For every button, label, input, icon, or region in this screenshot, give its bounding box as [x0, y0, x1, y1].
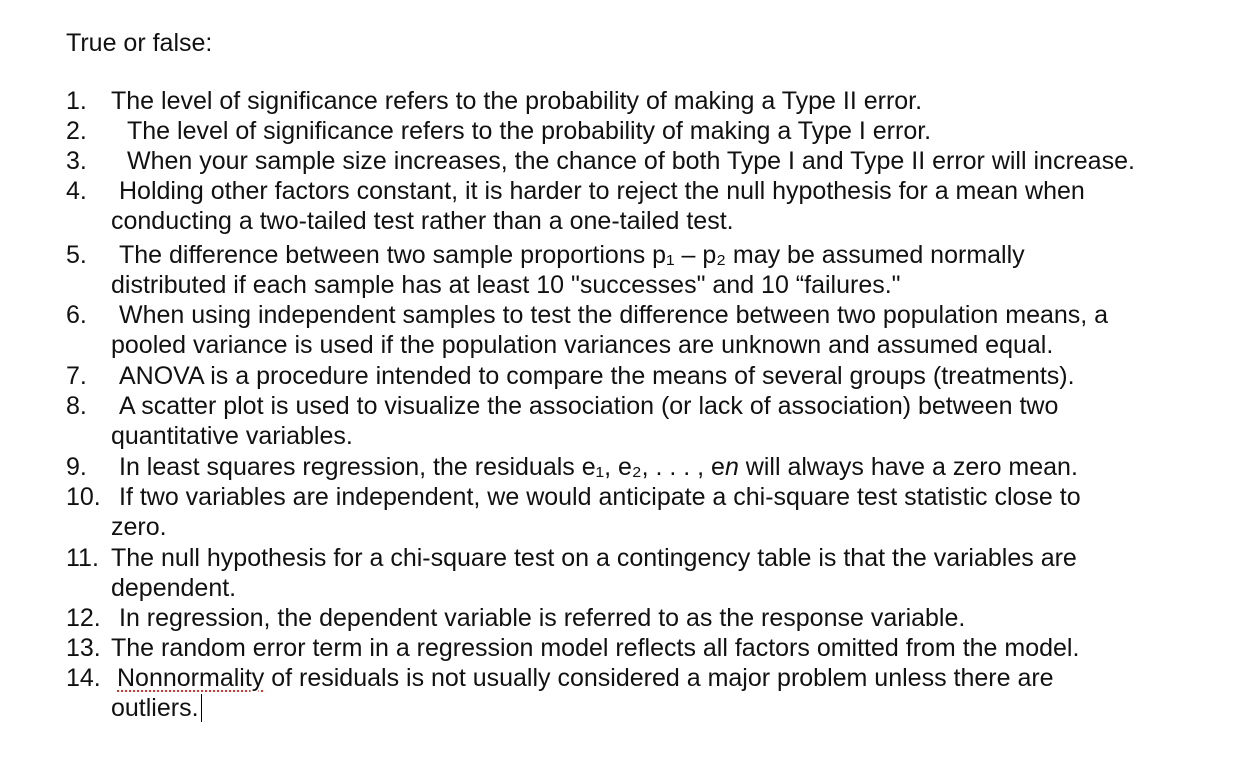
item-line: dependent. — [111, 574, 237, 602]
item-text — [111, 603, 1245, 633]
item-line[interactable] — [111, 693, 1245, 723]
item-number: 11. — [66, 544, 99, 572]
item-line-text: will always have a zero mean. — [738, 453, 1078, 481]
item-line: distributed if each sample has at least 10 "successes" and 10 “failures." — [111, 271, 901, 299]
item-line: When your sample size increases, the chance of both Type I and Type II error will increase. — [127, 147, 1135, 175]
item-line: In regression, the dependent variable is referred to as the response variable. — [119, 604, 966, 632]
item-number: 3. — [66, 147, 87, 175]
item-number: 4. — [66, 177, 87, 205]
item-text — [111, 391, 1245, 451]
subscript-n: n — [724, 453, 739, 481]
item-text — [111, 452, 1245, 482]
item-line: Holding other factors constant, it is harder to reject the null hypothesis for a mean when — [119, 177, 1085, 205]
item-text — [111, 300, 1245, 360]
item-number: 6. — [66, 301, 87, 329]
item-text — [111, 663, 1245, 723]
item-number: 8. — [66, 392, 87, 420]
item-line: A scatter plot is used to visualize the association (or lack of association) between two — [119, 392, 1059, 420]
item-text — [111, 240, 1245, 300]
item-line: pooled variance is used if the population variances are unknown and assumed equal. — [111, 331, 1054, 359]
item-number: 2. — [66, 117, 87, 145]
item-number: 13. — [66, 634, 101, 662]
item-number: 5. — [66, 241, 87, 269]
item-line: The null hypothesis for a chi-square test on a contingency table is that the variables are — [111, 544, 1077, 572]
item-text — [111, 543, 1245, 603]
item-number: 9. — [66, 453, 87, 481]
item-text — [111, 361, 1245, 391]
misspelled-word[interactable]: Nonnormality — [117, 664, 265, 692]
item-line: When using independent samples to test the difference between two population means, a — [119, 301, 1109, 329]
item-number: 14. — [66, 664, 101, 692]
item-text — [111, 146, 1248, 176]
item-text — [111, 482, 1245, 542]
item-line: ANOVA is a procedure intended to compare the means of several groups (treatments). — [119, 362, 1075, 390]
item-line: The level of significance refers to the probability of making a Type II error. — [111, 87, 923, 115]
heading: True or false: — [66, 29, 213, 57]
item-line: zero. — [111, 513, 167, 541]
item-line: The difference between two sample proportions p₁ – p₂ may be assumed normally — [119, 241, 1025, 269]
item-line: quantitative variables. — [111, 422, 353, 450]
item-line-text: of residuals is not usually considered a major problem unless there are — [264, 664, 1054, 692]
item-text — [111, 86, 1245, 116]
item-line: The random error term in a regression model reflects all factors omitted from the model. — [111, 634, 1080, 662]
item-line-text: outliers. — [111, 694, 199, 722]
text-cursor — [201, 694, 202, 722]
item-line: conducting a two-tailed test rather than a one-tailed test. — [111, 207, 734, 235]
item-line — [111, 663, 1245, 693]
item-line: The level of significance refers to the probability of making a Type I error. — [127, 117, 932, 145]
item-number: 1. — [66, 87, 87, 115]
item-number: 10. — [66, 483, 101, 511]
item-text — [111, 633, 1245, 663]
item-text — [111, 176, 1245, 236]
item-text — [111, 116, 1248, 146]
item-line-text: In least squares regression, the residuals e₁, e₂, . . . , e — [119, 453, 725, 481]
item-number: 12. — [66, 604, 101, 632]
item-line: If two variables are independent, we would anticipate a chi-square test statistic close to — [119, 483, 1081, 511]
item-line — [111, 452, 1245, 482]
item-number: 7. — [66, 362, 87, 390]
